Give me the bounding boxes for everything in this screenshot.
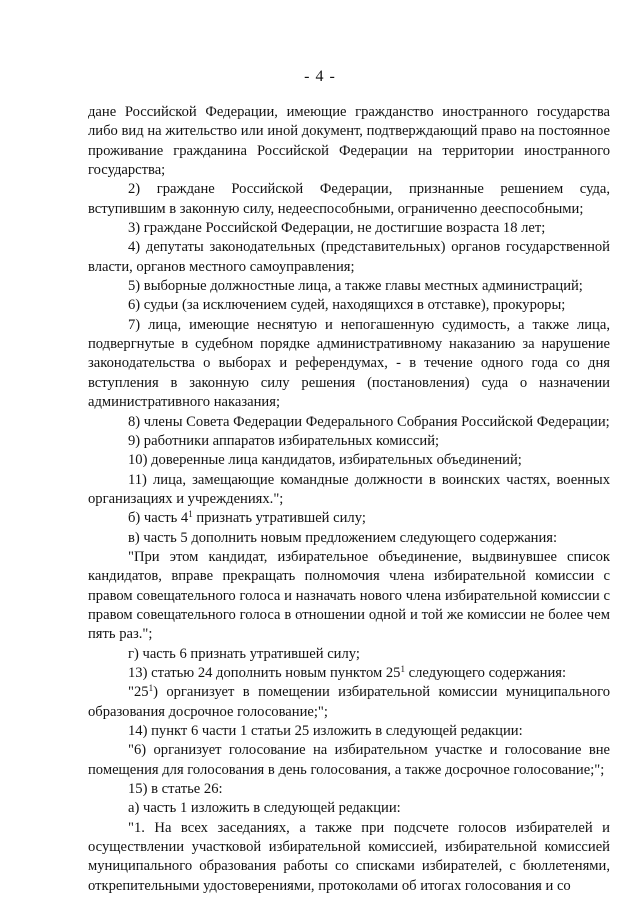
paragraph: 10) доверенные лица кандидатов, избирательных объединений; [128,452,522,469]
paragraph: 14) пункт 6 части 1 статьи 25 изложить в следующей редакции: [128,723,523,739]
paragraph: 2) граждане Российской Федерации, признанные решением суда, вступившим в законную силу, недееспособными, ограниченно дееспособными; [88,181,610,217]
page-number: - 4 - [304,68,336,85]
paragraph-text: ) организует в помещении избирательной комиссии муниципального образования досрочное голосование;"; [88,684,610,720]
superscript: 1 [188,509,193,520]
paragraph: а) часть 1 изложить в следующей редакции: [128,800,401,817]
paragraph: 7) лица, имеющие неснятую и непогашенную судимость, а также лица, подвергнутые в судебном порядке административному наказанию за нарушение законодательства о выборах и референдумах, - в течение одного года со дня вступления в законную силу решения (постановления) суда о назначении административного наказания; [88,316,610,411]
superscript: 1 [148,683,154,694]
superscript: 1 [400,663,405,674]
paragraph: "При этом кандидат, избирательное объединение, выдвинувшее список кандидатов, вправе прекращать полномочия члена избирательной комиссии с правом совещательного голоса и назначать нового члена избирательной комиссии с правом совещательного голоса в отношении одной и той же комиссии не более чем пять раз."; [88,548,610,643]
paragraph: 6) судьи (за исключением судей, находящихся в отставке), прокуроры; [128,297,566,314]
paragraph: 15) в статье 26: [128,781,223,798]
paragraph: в) часть 5 дополнить новым предложением следующего содержания: [128,529,558,546]
paragraph [88,509,610,528]
paragraph: 8) члены Совета Федерации Федерального Собрания Российской Федерации; [128,413,610,430]
paragraph-text: 13) статью 24 дополнить новым пунктом 25 [128,664,401,681]
paragraph [88,683,610,722]
paragraph: "6) организует голосование на избирательном участке и голосование вне помещения для голосования в день голосования, а также досрочное голосование;"; [88,742,610,778]
paragraph: "1. На всех заседаниях, а также при подсчете голосов избирателей и осуществлении участковой избирательной комиссией, избирательной комиссией муниципального образования работы со списками избирателей, с бюллетенями, открепительными удостоверениями, протоколами об итогах голосования и со [88,819,610,894]
paragraph: г) часть 6 признать утратившей силу; [128,645,360,662]
paragraph: 4) депутаты законодательных (представительных) органов государственной власти, органов местного самоуправления; [88,239,610,275]
paragraph [88,664,610,683]
paragraph-text: б) часть 4 [128,510,189,527]
paragraph-text: "25 [128,684,149,701]
paragraph: 11) лица, замещающие командные должности в воинских частях, военных организациях и учреждениях."; [88,471,610,507]
paragraph-text: следующего содержания: [404,664,567,681]
document-body [88,103,610,896]
paragraph: 3) граждане Российской Федерации, не достигшие возраста 18 лет; [128,220,546,237]
paragraph: дане Российской Федерации, имеющие гражданство иностранного государства либо вид на жительство или иной документ, подтверждающий право на постоянное проживание гражданина Российской Федерации на территории иностранного государства; [88,104,610,179]
paragraph: 5) выборные должностные лица, а также главы местных администраций; [128,278,583,295]
paragraph: 9) работники аппаратов избирательных комиссий; [128,432,440,449]
paragraph-text: признать утратившей силу; [192,510,366,527]
